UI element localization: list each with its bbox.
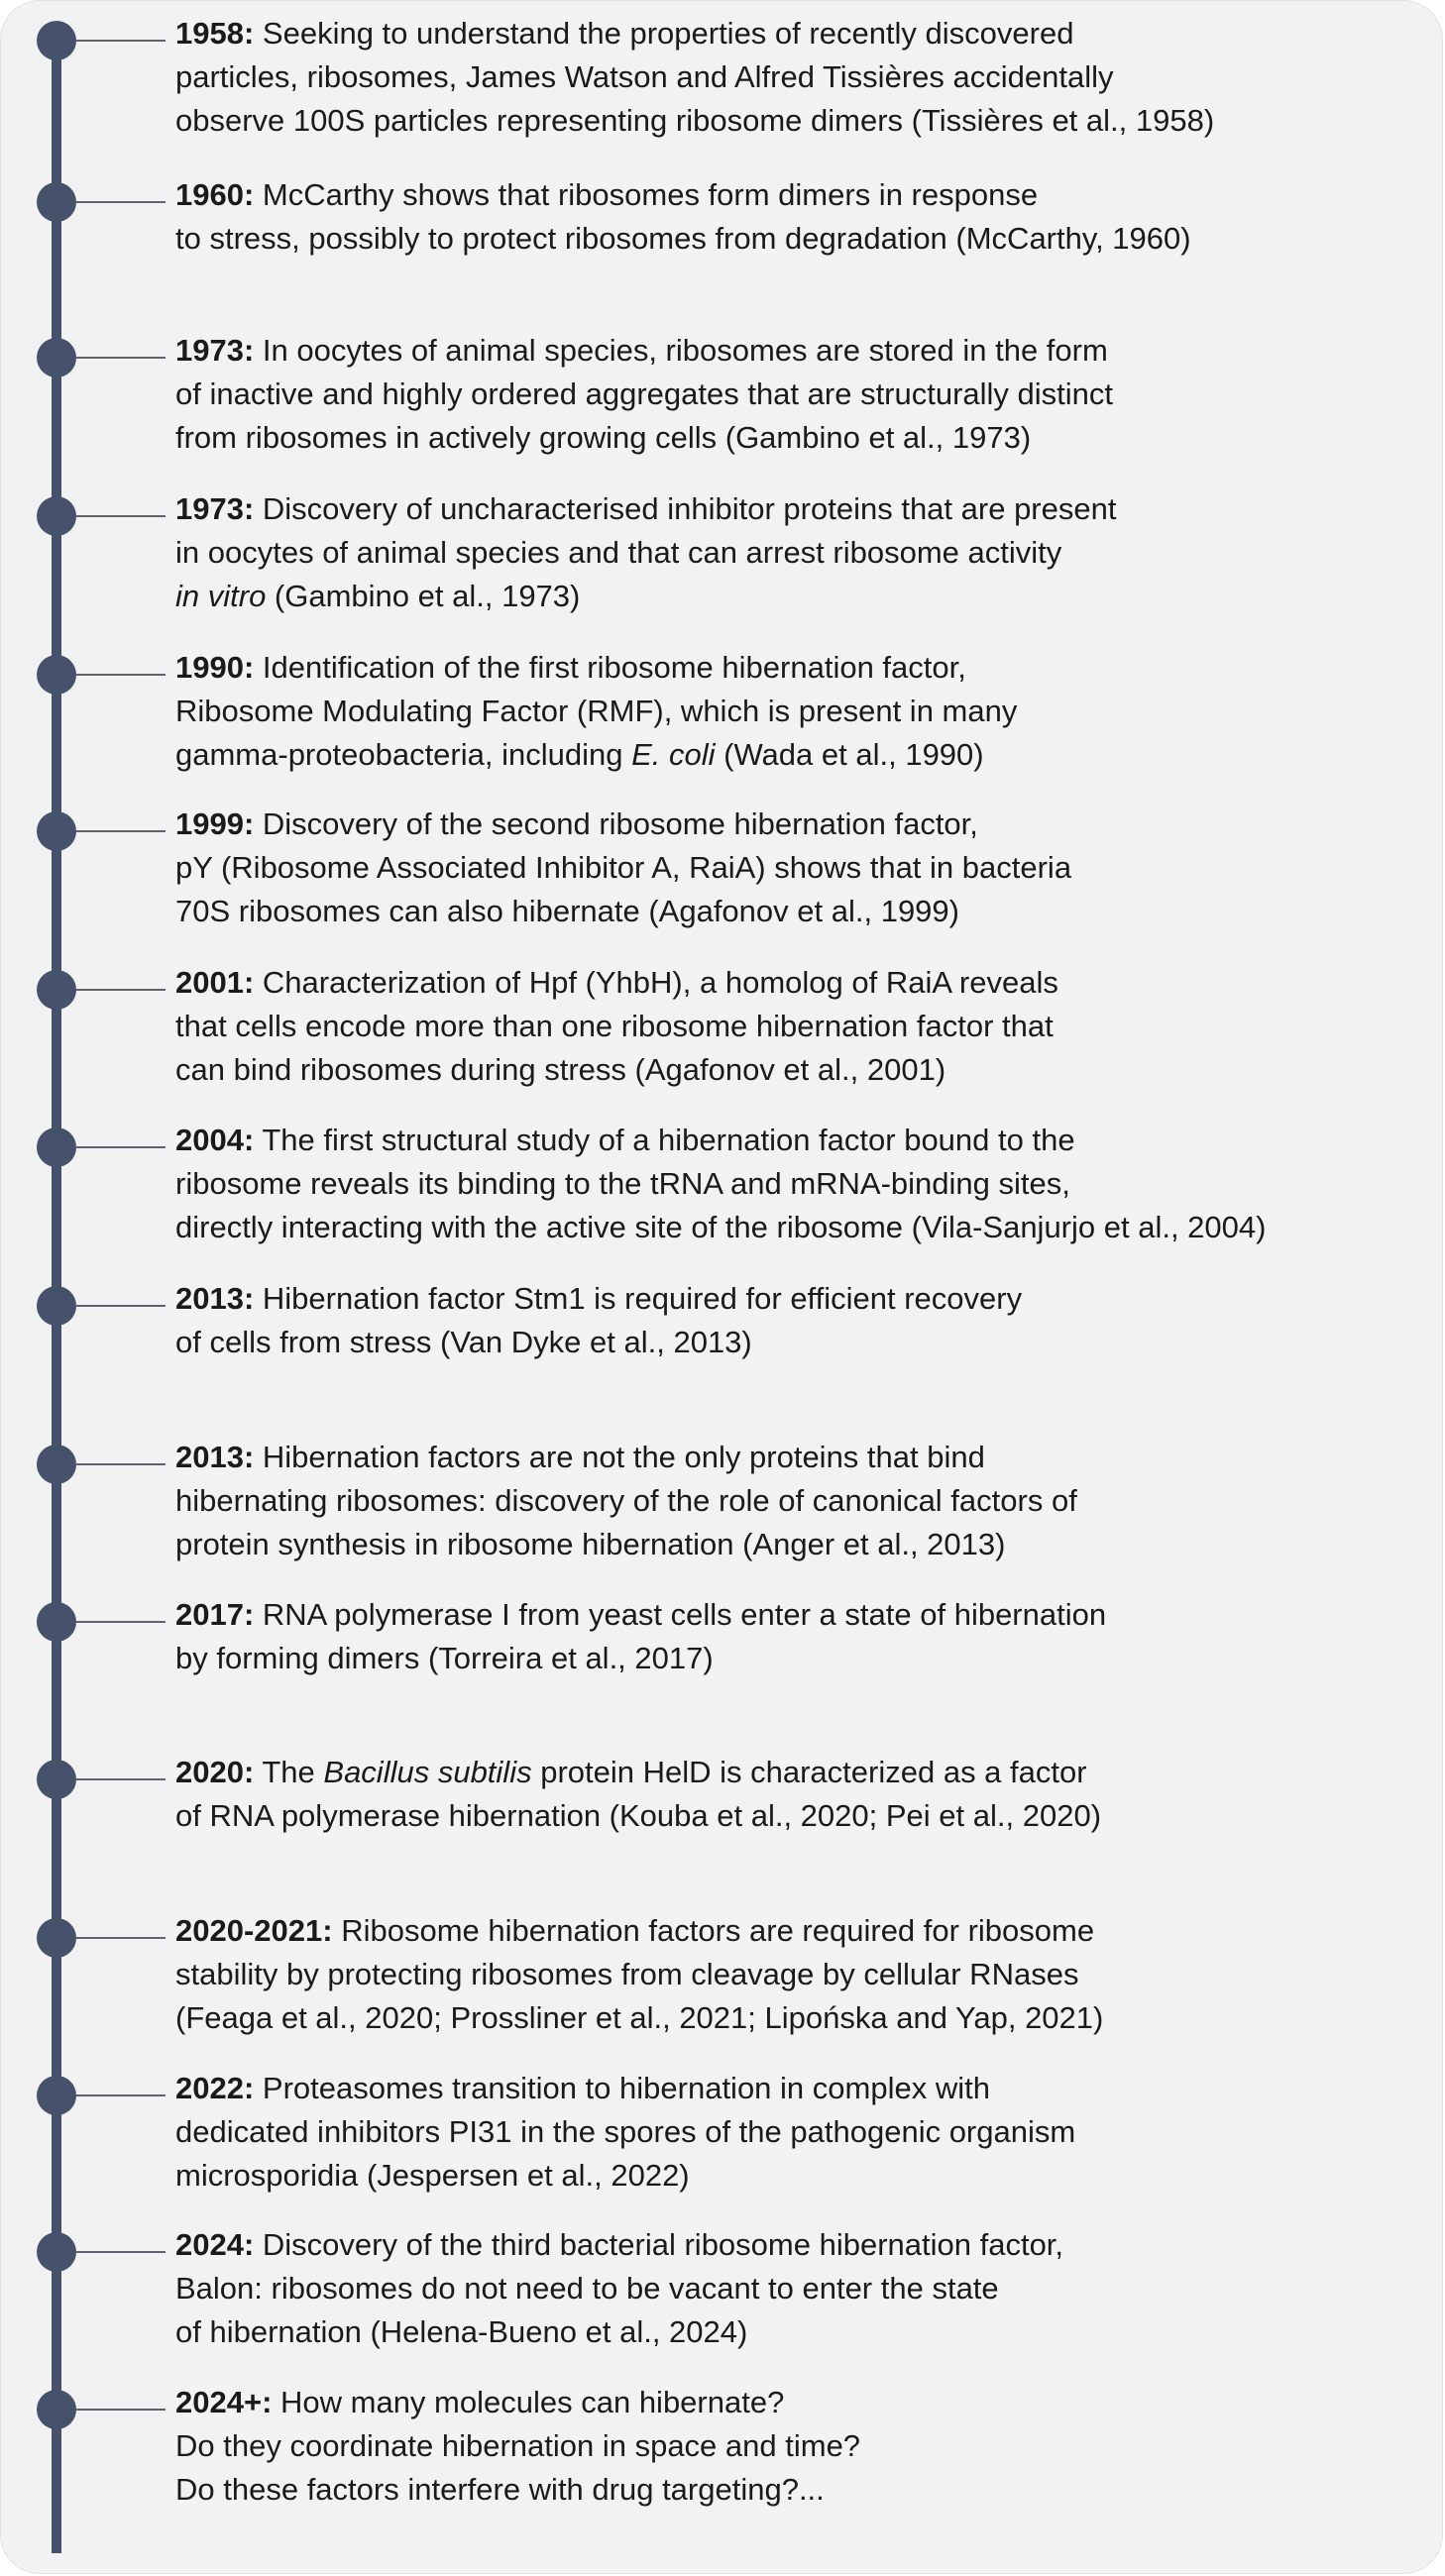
- entry-text: protein HelD is characterized as a factor: [531, 1755, 1087, 1789]
- entry-year: 2020:: [175, 1755, 255, 1789]
- timeline-text-line: [175, 846, 1434, 890]
- timeline-text-line: [175, 12, 1434, 55]
- timeline-text-line: [175, 99, 1434, 143]
- timeline-connector: [76, 40, 166, 42]
- entry-text: Identification of the first ribosome hibernation factor,: [254, 650, 966, 685]
- timeline-marker: [37, 2390, 76, 2429]
- entry-year: 2022:: [175, 2071, 255, 2105]
- timeline-text-line: [175, 1479, 1434, 1523]
- timeline-connector: [76, 2251, 166, 2253]
- entry-text: Proteasomes transition to hibernation in complex with: [254, 2071, 990, 2105]
- timeline-text-line: [175, 487, 1434, 531]
- timeline-connector: [76, 1146, 166, 1148]
- timeline-marker: [37, 338, 76, 377]
- timeline-text-line: [175, 1751, 1434, 1794]
- entry-text: Discovery of the third bacterial ribosome hibernation factor,: [254, 2227, 1064, 2262]
- timeline-entry-text: [175, 2381, 1434, 2512]
- timeline-connector: [76, 1463, 166, 1465]
- timeline-entry-text: [175, 487, 1434, 618]
- entry-year: 1990:: [175, 650, 255, 685]
- entry-italic-text: in vitro: [175, 579, 267, 613]
- timeline-text-line: [175, 2110, 1434, 2154]
- timeline-entry-text: [175, 12, 1434, 143]
- timeline-text-line: [175, 55, 1434, 99]
- entry-text: by forming dimers (Torreira et al., 2017): [175, 1641, 714, 1675]
- entry-year: 1960:: [175, 177, 255, 212]
- timeline-text-line: [175, 173, 1434, 217]
- entry-text: Hibernation factors are not the only proteins that bind: [254, 1440, 985, 1474]
- timeline-text-line: [175, 1048, 1434, 1092]
- entry-text: RNA polymerase I from yeast cells enter a state of hibernation: [254, 1597, 1107, 1632]
- entry-text: How many molecules can hibernate?: [272, 2385, 785, 2419]
- timeline-text-line: [175, 733, 1434, 777]
- timeline-marker: [37, 1918, 76, 1958]
- entry-text: of RNA polymerase hibernation (Kouba et al., 2020; Pei et al., 2020): [175, 1798, 1102, 1833]
- entry-text: The first structural study of a hibernation factor bound to the: [254, 1123, 1075, 1157]
- entry-text: Do they coordinate hibernation in space and time?: [175, 2428, 861, 2463]
- entry-text: McCarthy shows that ribosomes form dimers in response: [254, 177, 1039, 212]
- entry-year: 1958:: [175, 16, 255, 51]
- entry-year: 2017:: [175, 1597, 255, 1632]
- timeline-text-line: [175, 1277, 1434, 1321]
- timeline-text-line: [175, 1523, 1434, 1566]
- timeline-text-line: [175, 1162, 1434, 1206]
- timeline-marker: [37, 811, 76, 851]
- entry-text: Hibernation factor Stm1 is required for efficient recovery: [254, 1281, 1023, 1316]
- entry-year: 2013:: [175, 1440, 255, 1474]
- timeline-entry-text: [175, 329, 1434, 460]
- timeline-entry-text: [175, 803, 1434, 933]
- timeline-entry-text: [175, 1909, 1434, 2040]
- timeline-entry-text: [175, 1277, 1434, 1364]
- timeline-text-line: [175, 2468, 1434, 2512]
- entry-text: Discovery of uncharacterised inhibitor proteins that are present: [254, 491, 1117, 526]
- entry-text: Discovery of the second ribosome hibernation factor,: [254, 806, 978, 841]
- timeline-marker: [37, 496, 76, 536]
- entry-text: in oocytes of animal species and that can arrest ribosome activity: [175, 535, 1062, 570]
- entry-text: ribosome reveals its binding to the tRNA and mRNA-binding sites,: [175, 1166, 1070, 1201]
- entry-text: Do these factors interfere with drug targeting?...: [175, 2472, 825, 2507]
- entry-text: dedicated inhibitors PI31 in the spores of the pathogenic organism: [175, 2114, 1076, 2149]
- timeline-connector: [76, 2409, 166, 2411]
- entry-text: that cells encode more than one ribosome hibernation factor that: [175, 1009, 1054, 1043]
- entry-text: In oocytes of animal species, ribosomes are stored in the form: [254, 333, 1108, 368]
- timeline-text-line: [175, 2381, 1434, 2424]
- entry-text: of hibernation (Helena-Bueno et al., 2024): [175, 2314, 748, 2349]
- entry-text: stability by protecting ribosomes from cleavage by cellular RNases: [175, 1957, 1079, 1991]
- timeline-entry-text: [175, 1436, 1434, 1566]
- timeline-text-line: [175, 575, 1434, 618]
- entry-text: observe 100S particles representing ribosome dimers (Tissières et al., 1958): [175, 103, 1215, 138]
- entry-text: of inactive and highly ordered aggregates that are structurally distinct: [175, 376, 1114, 411]
- timeline-connector: [76, 2094, 166, 2096]
- timeline-entry-text: [175, 646, 1434, 777]
- entry-year: 1973:: [175, 491, 255, 526]
- timeline-text-line: [175, 2310, 1434, 2354]
- entry-year: 1973:: [175, 333, 255, 368]
- timeline-text-line: [175, 2154, 1434, 2198]
- timeline-entry-text: [175, 2223, 1434, 2354]
- entry-text: particles, ribosomes, James Watson and Alfred Tissières accidentally: [175, 59, 1114, 94]
- entry-year: 1999:: [175, 806, 255, 841]
- timeline-entry-text: [175, 1593, 1434, 1680]
- entry-text: from ribosomes in actively growing cells (Gambino et al., 1973): [175, 420, 1032, 455]
- entry-text: hibernating ribosomes: discovery of the role of canonical factors of: [175, 1483, 1077, 1518]
- timeline-marker: [37, 21, 76, 60]
- entry-text: (Wada et al., 1990): [715, 737, 984, 772]
- timeline-text-line: [175, 2267, 1434, 2310]
- timeline-text-line: [175, 803, 1434, 846]
- timeline-text-line: [175, 961, 1434, 1005]
- timeline-connector: [76, 357, 166, 359]
- entry-text: Ribosome Modulating Factor (RMF), which is present in many: [175, 694, 1018, 728]
- entry-text: pY (Ribosome Associated Inhibitor A, RaiA) shows that in bacteria: [175, 850, 1072, 885]
- timeline-marker: [37, 1760, 76, 1799]
- timeline-entry-text: [175, 1751, 1434, 1838]
- timeline-text-line: [175, 1206, 1434, 1249]
- timeline-connector: [76, 989, 166, 991]
- entry-text: (Feaga et al., 2020; Prossliner et al., 2021; Lipońska and Yap, 2021): [175, 2000, 1104, 2035]
- timeline-text-line: [175, 1436, 1434, 1479]
- entry-text: to stress, possibly to protect ribosomes from degradation (McCarthy, 1960): [175, 221, 1191, 256]
- timeline-text-line: [175, 1637, 1434, 1680]
- timeline-connector: [76, 515, 166, 517]
- timeline-connector: [76, 1937, 166, 1939]
- timeline-connector: [76, 674, 166, 676]
- timeline-text-line: [175, 1005, 1434, 1048]
- entry-italic-text: E. coli: [631, 737, 716, 772]
- timeline-text-line: [175, 690, 1434, 733]
- entry-text: can bind ribosomes during stress (Agafonov et al., 2001): [175, 1052, 946, 1087]
- timeline-entry-text: [175, 961, 1434, 1092]
- timeline-text-line: [175, 329, 1434, 373]
- entry-text: gamma-proteobacteria, including: [175, 737, 632, 772]
- timeline-text-line: [175, 2424, 1434, 2468]
- timeline-marker: [37, 970, 76, 1010]
- timeline-entry-text: [175, 1119, 1434, 1249]
- timeline-marker: [37, 655, 76, 695]
- timeline-connector: [76, 1305, 166, 1307]
- timeline-text-line: [175, 373, 1434, 416]
- timeline-text-line: [175, 1909, 1434, 1953]
- entry-text: of cells from stress (Van Dyke et al., 2013): [175, 1325, 752, 1359]
- entry-text: The: [254, 1755, 324, 1789]
- timeline-text-line: [175, 1119, 1434, 1162]
- timeline-text-line: [175, 2067, 1434, 2110]
- timeline-text-line: [175, 890, 1434, 933]
- entry-year: 2001:: [175, 965, 255, 1000]
- entry-text: protein synthesis in ribosome hibernation (Anger et al., 2013): [175, 1527, 1006, 1561]
- timeline-text-line: [175, 531, 1434, 575]
- entry-text: 70S ribosomes can also hibernate (Agafonov et al., 1999): [175, 894, 959, 928]
- entry-text: (Gambino et al., 1973): [266, 579, 581, 613]
- timeline-entry-text: [175, 2067, 1434, 2198]
- timeline-text-line: [175, 416, 1434, 460]
- timeline-marker: [37, 1286, 76, 1326]
- timeline-entry-text: [175, 173, 1434, 261]
- entry-year: 2020-2021:: [175, 1913, 333, 1948]
- timeline-connector: [76, 830, 166, 832]
- timeline-marker: [37, 2232, 76, 2272]
- timeline-text-line: [175, 217, 1434, 261]
- entry-italic-text: Bacillus subtilis: [323, 1755, 532, 1789]
- entry-year: 2024:: [175, 2227, 255, 2262]
- entry-year: 2013:: [175, 1281, 255, 1316]
- timeline-marker: [37, 182, 76, 222]
- entry-text: directly interacting with the active site of the ribosome (Vila-Sanjurjo et al., 2004): [175, 1210, 1267, 1244]
- entry-text: Ribosome hibernation factors are required for ribosome: [332, 1913, 1095, 1948]
- timeline-text-line: [175, 646, 1434, 690]
- entry-text: Seeking to understand the properties of recently discovered: [254, 16, 1074, 51]
- timeline-text-line: [175, 1953, 1434, 1996]
- entry-year: 2004:: [175, 1123, 255, 1157]
- timeline-marker: [37, 1445, 76, 1484]
- timeline-marker: [37, 1127, 76, 1167]
- timeline-connector: [76, 1621, 166, 1623]
- timeline-text-line: [175, 1996, 1434, 2040]
- entry-year: 2024+:: [175, 2385, 273, 2419]
- timeline-connector: [76, 201, 166, 203]
- timeline-text-line: [175, 1593, 1434, 1637]
- timeline-marker: [37, 1602, 76, 1642]
- timeline-text-line: [175, 1321, 1434, 1364]
- timeline-connector: [76, 1778, 166, 1780]
- entry-text: Balon: ribosomes do not need to be vacant to enter the state: [175, 2271, 999, 2306]
- entry-text: Characterization of Hpf (YhbH), a homolog of RaiA reveals: [254, 965, 1058, 1000]
- entry-text: microsporidia (Jespersen et al., 2022): [175, 2158, 690, 2193]
- timeline-marker: [37, 2076, 76, 2115]
- timeline-text-line: [175, 1794, 1434, 1838]
- timeline-text-line: [175, 2223, 1434, 2267]
